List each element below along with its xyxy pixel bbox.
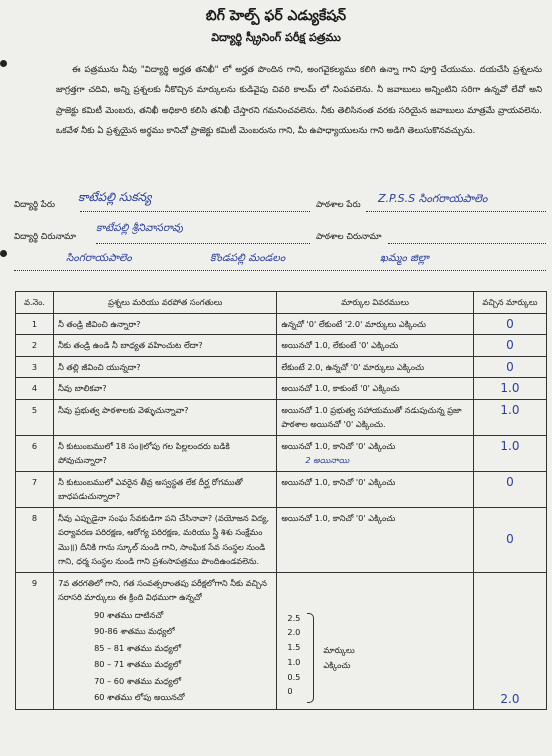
marks-details-text: అయినచో 1.0, కానిచో '0' ఎక్కించు: [281, 440, 396, 451]
school-name-line: [366, 211, 546, 212]
header-marks-obtained: వచ్చిన మార్కులు: [473, 292, 546, 314]
percentage-ranges: [58, 607, 272, 707]
school-name-label: పాఠశాల పేరు: [316, 200, 361, 210]
table-row: [16, 572, 547, 710]
address-village-handwritten: సింగరాయపాలెం: [66, 252, 132, 264]
row-marks-details: అయినచో 1.0, కాకుంటే '0' ఎక్కించు: [277, 378, 474, 400]
score-value: 1.0: [287, 656, 301, 667]
score-value: 0: [287, 686, 293, 697]
table-header-row: [16, 292, 547, 314]
student-name-line: [80, 211, 310, 212]
row-marks-obtained: 2.0: [473, 572, 546, 710]
row-question: నీవు ప్రభుత్వ పాఠశాలకు వెళ్ళుచున్నావా?: [54, 399, 277, 435]
address-continuation-line: [14, 270, 546, 271]
address-district-handwritten: ఖమ్మం జిల్లా: [380, 252, 429, 264]
instructions-paragraph: [56, 60, 542, 141]
row-question: [54, 572, 277, 710]
header-serial: వ.నెం.: [16, 292, 54, 314]
table-row: [16, 471, 547, 507]
row-marks-obtained: 1.0: [473, 399, 546, 435]
handwritten-note: 2 అయినాయి: [305, 455, 350, 465]
row-number: 8: [16, 507, 54, 572]
row-question: నీవు ఎప్పుడైనా సంఘ సేవకుడిగా పని చేసినావా? (వయోజన విద్య, పర్యావరణ పరిరక్షణ, ఆరోగ్య పరిరక్షణ, మరియు స్త్రీ శిశు సంక్షేమం మొ॥) దీనికి గాను స్కూల్ నుండి గాని, సాంఘిక సేవ సంస్థల నుండి గాని, ధర్మ సంస్థల నుండి గాని ప్రశంసాపత్రము పొందిఉండవలెను.: [54, 507, 277, 572]
table-row: [16, 378, 547, 400]
header-questions: ప్రశ్నలు మరియు వరపోత సంగతులు: [54, 292, 277, 314]
student-address-handwritten: కాటేపల్లి శ్రీనివాసరావు: [96, 222, 183, 234]
row-marks-obtained: 0: [473, 471, 546, 507]
range-item: 70 – 60 శాతము మధ్యలో: [94, 675, 182, 686]
range-item: 90-86 శాతము మధ్యలో: [94, 626, 175, 637]
row-question-text: 7వ తరగతిలో గాని, గత సంవత్సరాంతపు పరీక్షలోగాని నీకు వచ్చిన సరాసరి మార్కులు ఈ క్రింది విధముగా ఉన్నచో: [58, 577, 267, 602]
row-marks-details: అయినచో 1.0, కానిచో '0' ఎక్కించు: [277, 507, 474, 572]
punch-hole: [0, 60, 7, 67]
score-value: 1.5: [287, 642, 301, 653]
table-row: [16, 335, 547, 357]
table-row: [16, 507, 547, 572]
address-mandal-handwritten: కొండపల్లి మండలం: [210, 252, 286, 264]
school-name-handwritten: Z.P.S.S సింగరాయపాలెం: [378, 192, 488, 205]
row-marks-details: అయినచో 1.0, కానిచో '0' ఎక్కించు: [277, 471, 474, 507]
row-marks-obtained: 0: [473, 335, 546, 357]
row-question: నీ కుటుంబములో 18 సం॥లోపు గల పిల్లలందరు బడికి పోవుచున్నారా?: [54, 435, 277, 471]
row-number: 1: [16, 313, 54, 335]
form-title: బిగ్ హెల్ప్ ఫర్ ఎడ్యుకేషన్: [205, 8, 347, 24]
range-item: 85 – 81 శాతము మధ్యలో: [94, 642, 182, 653]
school-address-line: [388, 243, 546, 244]
row-marks-details: ఉన్నచో '0' లేకుంటే '2.0' మార్కులు ఎక్కించు: [277, 313, 474, 335]
row-number: 9: [16, 572, 54, 710]
student-name-handwritten: కాటేపల్లి సుకన్య: [78, 190, 152, 204]
table-row: [16, 313, 547, 335]
school-address-label: పాఠశాల చిరునామా: [316, 232, 382, 242]
row-question: నీవు బాలికవా?: [54, 378, 277, 400]
score-scale: [287, 611, 300, 700]
score-value: 2.0: [287, 627, 301, 638]
screening-table: [15, 291, 547, 710]
marks-entry-note: మార్కులు ఎక్కించు: [323, 644, 355, 670]
row-question: నీ తండ్రి జీవించి ఉన్నారా?: [54, 313, 277, 335]
row-marks-details: [277, 435, 474, 471]
score-brace: [307, 613, 314, 703]
row-marks-details: [277, 572, 474, 710]
row-marks-details: లేకుంటే 2.0, ఉన్నచో '0' మార్కులు ఎక్కించు: [277, 356, 474, 378]
row-number: 4: [16, 378, 54, 400]
row-number: 5: [16, 399, 54, 435]
row-marks-obtained: 1.0: [473, 378, 546, 400]
instructions-line: ఈ పత్రమును నీవు "విద్యార్థి అర్హత తనిఖీ" లో అర్హత పొందిన గాని, అంగవైకల్యము కలిగి ఉన్నా గాని పూర్తి చేయుము. దయచేసి: [72, 65, 510, 75]
row-number: 6: [16, 435, 54, 471]
table-row: [16, 435, 547, 471]
punch-hole: [0, 250, 7, 257]
student-address-label: విద్యార్థి చిరునామా: [14, 232, 76, 242]
row-question: నీ తల్లి జీవించి యున్నదా?: [54, 356, 277, 378]
table-row: [16, 399, 547, 435]
instructions-line: తెలుసుకొనవచ్చును.: [407, 125, 476, 136]
row-number: 7: [16, 471, 54, 507]
instructions-line: మాత్రమే వ్రాయవలెను. ఒకవేళ నీకు ఏ ప్రశ్నయైన అర్థము కానిచో ప్రాజెక్టు కమిటీ మెంబరును గాని, మీ ఉపాధ్యాయులను గాని అడిగి: [56, 105, 542, 136]
table-row: [16, 356, 547, 378]
range-item: 90 శాతము దాటినచో: [94, 609, 164, 620]
student-name-label: విద్యార్థి పేరు: [14, 200, 55, 210]
range-item: 60 శాతము లోపు అయినచో: [94, 692, 185, 703]
form-subtitle: విద్యార్థి స్క్రీనింగ్ పరీక్ష పత్రము: [211, 31, 341, 44]
row-number: 2: [16, 335, 54, 357]
row-marks-obtained: 0: [473, 356, 546, 378]
student-address-line: [96, 243, 310, 244]
header-marks-details: మార్కుల వివరములు: [277, 292, 474, 314]
instructions-line: ప్రశ్నలను జాగ్రత్తగా చదివి, అన్ని ప్రశ్నలకు నీకొచ్చిన మార్కులను కుడివైపు చివరి కాలమ్ లో నింపవలెను. నీ జవాబులు అన్నింటిని సరిగా ఉన్నవో: [56, 65, 542, 96]
score-value: 0.5: [287, 671, 301, 682]
score-value: 2.5: [287, 612, 301, 623]
row-marks-details: అయినచో 1.0, లేకుంటే '0' ఎక్కించు: [277, 335, 474, 357]
row-marks-details: అయినచో 1.0 ప్రభుత్వ సహాయముతో నడుపుచున్న ప్రజా పాఠశాల అయినచో '0' ఎక్కించు.: [277, 399, 474, 435]
row-question: నీకు తండ్రి ఉండి నీ బాధ్యత వహించుట లేదా?: [54, 335, 277, 357]
row-number: 3: [16, 356, 54, 378]
range-item: 80 – 71 శాతము మధ్యలో: [94, 659, 182, 670]
row-marks-obtained: 0: [473, 313, 546, 335]
row-marks-obtained: 0: [473, 507, 546, 572]
row-marks-obtained: 1.0: [473, 435, 546, 471]
instructions-line: లేవో అని ప్రాజెక్టు కమిటీ మెంబరు, తనిఖీ అధికారి కలిసి తనిఖీ చేస్తారని గమనించవలెను. నీకు తెలిసినంత వరకు సరియైన జవాబులు: [56, 85, 542, 116]
row-question: నీ కుటుంబములో ఎవరైన తీవ్ర అస్వస్థత లేక దీర్ఘ రోగముతో బాధపడుచున్నారా?: [54, 471, 277, 507]
